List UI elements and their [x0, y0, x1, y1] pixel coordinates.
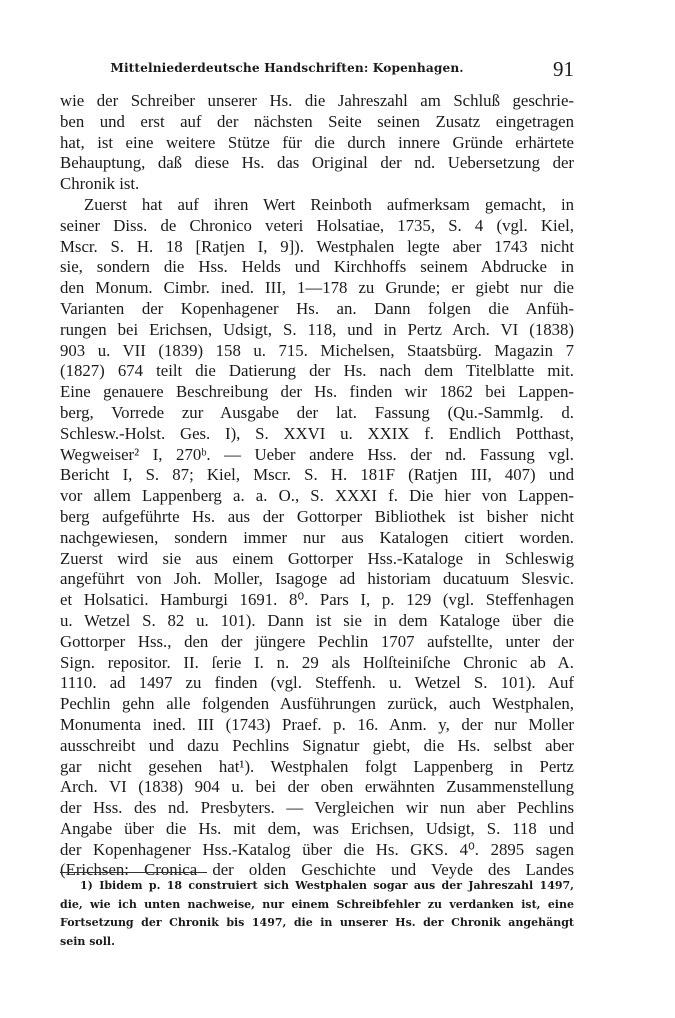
- text-line: Eine genauere Beschreibung der Hs. finden wir 1862 bei Lappen-: [60, 382, 574, 402]
- text-line: Zuerst hat auf ihren Wert Reinboth aufmerksam gemacht, in: [84, 194, 574, 214]
- footnotes: [60, 877, 574, 951]
- text-line: berg, Vorrede zur Ausgabe der lat. Fassung (Qu.-Sammlg. d.: [60, 402, 574, 422]
- text-line: sie, sondern die Hss. Helds und Kirchhoffs seinem Abdrucke in: [60, 257, 574, 277]
- footnote-line: Fortsetzung der Chronik bis 1497, die in unserer Hs. der Chronik angehängt: [60, 916, 574, 929]
- text-line: der Hss. des nd. Presbyters. — Vergleichen wir nun aber Pechlins: [60, 798, 574, 818]
- text-line: angeführt von Joh. Moller, Isagoge ad historiam ducatuum Slesvic.: [60, 569, 574, 589]
- text-line: seiner Diss. de Chronico veteri Holsatiae, 1735, S. 4 (vgl. Kiel,: [60, 215, 574, 235]
- text-line: 1110. ad 1497 zu finden (vgl. Steffenh. u. Wetzel S. 101). Auf: [60, 673, 574, 693]
- page-number: 91: [553, 57, 574, 81]
- body-text: [60, 91, 574, 881]
- text-line: rungen bei Erichsen, Udsigt, S. 118, und in Pertz Arch. VI (1838): [60, 319, 574, 339]
- text-line: gar nicht gesehen hat¹). Westphalen folgt Lappenberg in Pertz: [60, 756, 574, 776]
- text-line: Angabe über die Hs. mit dem, was Erichsen, Udsigt, S. 118 und: [60, 818, 574, 838]
- text-line: Gottorper Hss., den der jüngere Pechlin 1707 aufstellte, unter der: [60, 631, 574, 651]
- text-line: nachgewiesen, sondern immer nur aus Katalogen citiert worden.: [60, 527, 574, 547]
- text-line: den Monum. Cimbr. ined. III, 1—178 zu Grunde; er giebt nur die: [60, 278, 574, 298]
- text-line: (Erichsen: Cronica der olden Geschichte und Veyde des Landes: [60, 860, 574, 880]
- text-line: Monumenta ined. III (1743) Praef. p. 16. Anm. y, der nur Moller: [60, 714, 574, 734]
- text-line: Chronik ist.: [60, 174, 140, 194]
- text-line: hat, ist eine weitere Stütze für die durch innere Gründe erhärtete: [60, 132, 574, 152]
- page-header: [60, 58, 574, 80]
- running-head: Mittelniederdeutsche Handschriften: Kopenhagen.: [110, 61, 464, 75]
- footnote-line: die, wie ich unten nachweise, nur einem Schreibfehler zu verdanken ist, eine: [60, 897, 574, 911]
- footnote-line: sein soll.: [60, 934, 115, 948]
- text-line: Wegweiser² I, 270ᵇ. — Ueber andere Hss. der nd. Fassung vgl.: [60, 444, 574, 464]
- footnote-divider: [60, 872, 207, 873]
- text-line: u. Wetzel S. 82 u. 101). Dann ist sie in dem Kataloge über die: [60, 610, 574, 630]
- text-line: Schlesw.-Holst. Ges. I), S. XXVI u. XXIX f. Endlich Potthast,: [60, 423, 574, 443]
- text-line: vor allem Lappenberg a. a. O., S. XXXI f. Die hier von Lappen-: [60, 486, 574, 506]
- text-line: Zuerst wird sie aus einem Gottorper Hss.-Kataloge in Schleswig: [60, 548, 574, 568]
- text-line: Sign. repositor. II. ſerie I. n. 29 als Holſteiniſche Chronic ab A.: [60, 652, 574, 672]
- text-line: Varianten der Kopenhagener Hs. an. Dann folgen die Anfüh-: [60, 298, 574, 318]
- text-line: Mscr. S. H. 18 [Ratjen I, 9]). Westphalen legte aber 1743 nicht: [60, 236, 574, 256]
- text-line: 903 u. VII (1839) 158 u. 715. Michelsen, Staatsbürg. Magazin 7: [60, 340, 574, 360]
- text-line: Arch. VI (1838) 904 u. bei der oben erwähnten Zusammenstellung: [60, 777, 574, 797]
- text-line: der Kopenhagener Hss.-Katalog über die Hs. GKS. 4⁰. 2895 sagen: [60, 839, 574, 859]
- text-line: Bericht I, S. 87; Kiel, Mscr. S. H. 181F (Ratjen III, 407) und: [60, 465, 574, 485]
- text-line: ben und erst auf der nächsten Seite seinen Zusatz eingetragen: [60, 111, 574, 131]
- text-line: ausschreibt und dazu Pechlins Signatur giebt, die Hs. selbst aber: [60, 735, 574, 755]
- text-line: wie der Schreiber unserer Hs. die Jahreszahl am Schluß geschrie-: [60, 91, 574, 110]
- text-line: (1827) 674 teilt die Datierung der Hs. nach dem Titelblatte mit.: [60, 361, 574, 381]
- text-line: Pechlin gehn alle folgenden Ausführungen zurück, auch Westphalen,: [60, 694, 574, 714]
- text-line: et Holsatici. Hamburgi 1691. 8⁰. Pars I, p. 129 (vgl. Steffenhagen: [60, 590, 574, 610]
- text-line: berg aufgeführte Hs. aus der Gottorper Bibliothek ist bisher nicht: [60, 506, 574, 526]
- footnote-line: 1) Ibidem p. 18 construiert sich Westphalen sogar aus der Jahreszahl 1497,: [80, 879, 574, 892]
- text-line: Behauptung, daß diese Hs. das Original der nd. Uebersetzung der: [60, 153, 574, 173]
